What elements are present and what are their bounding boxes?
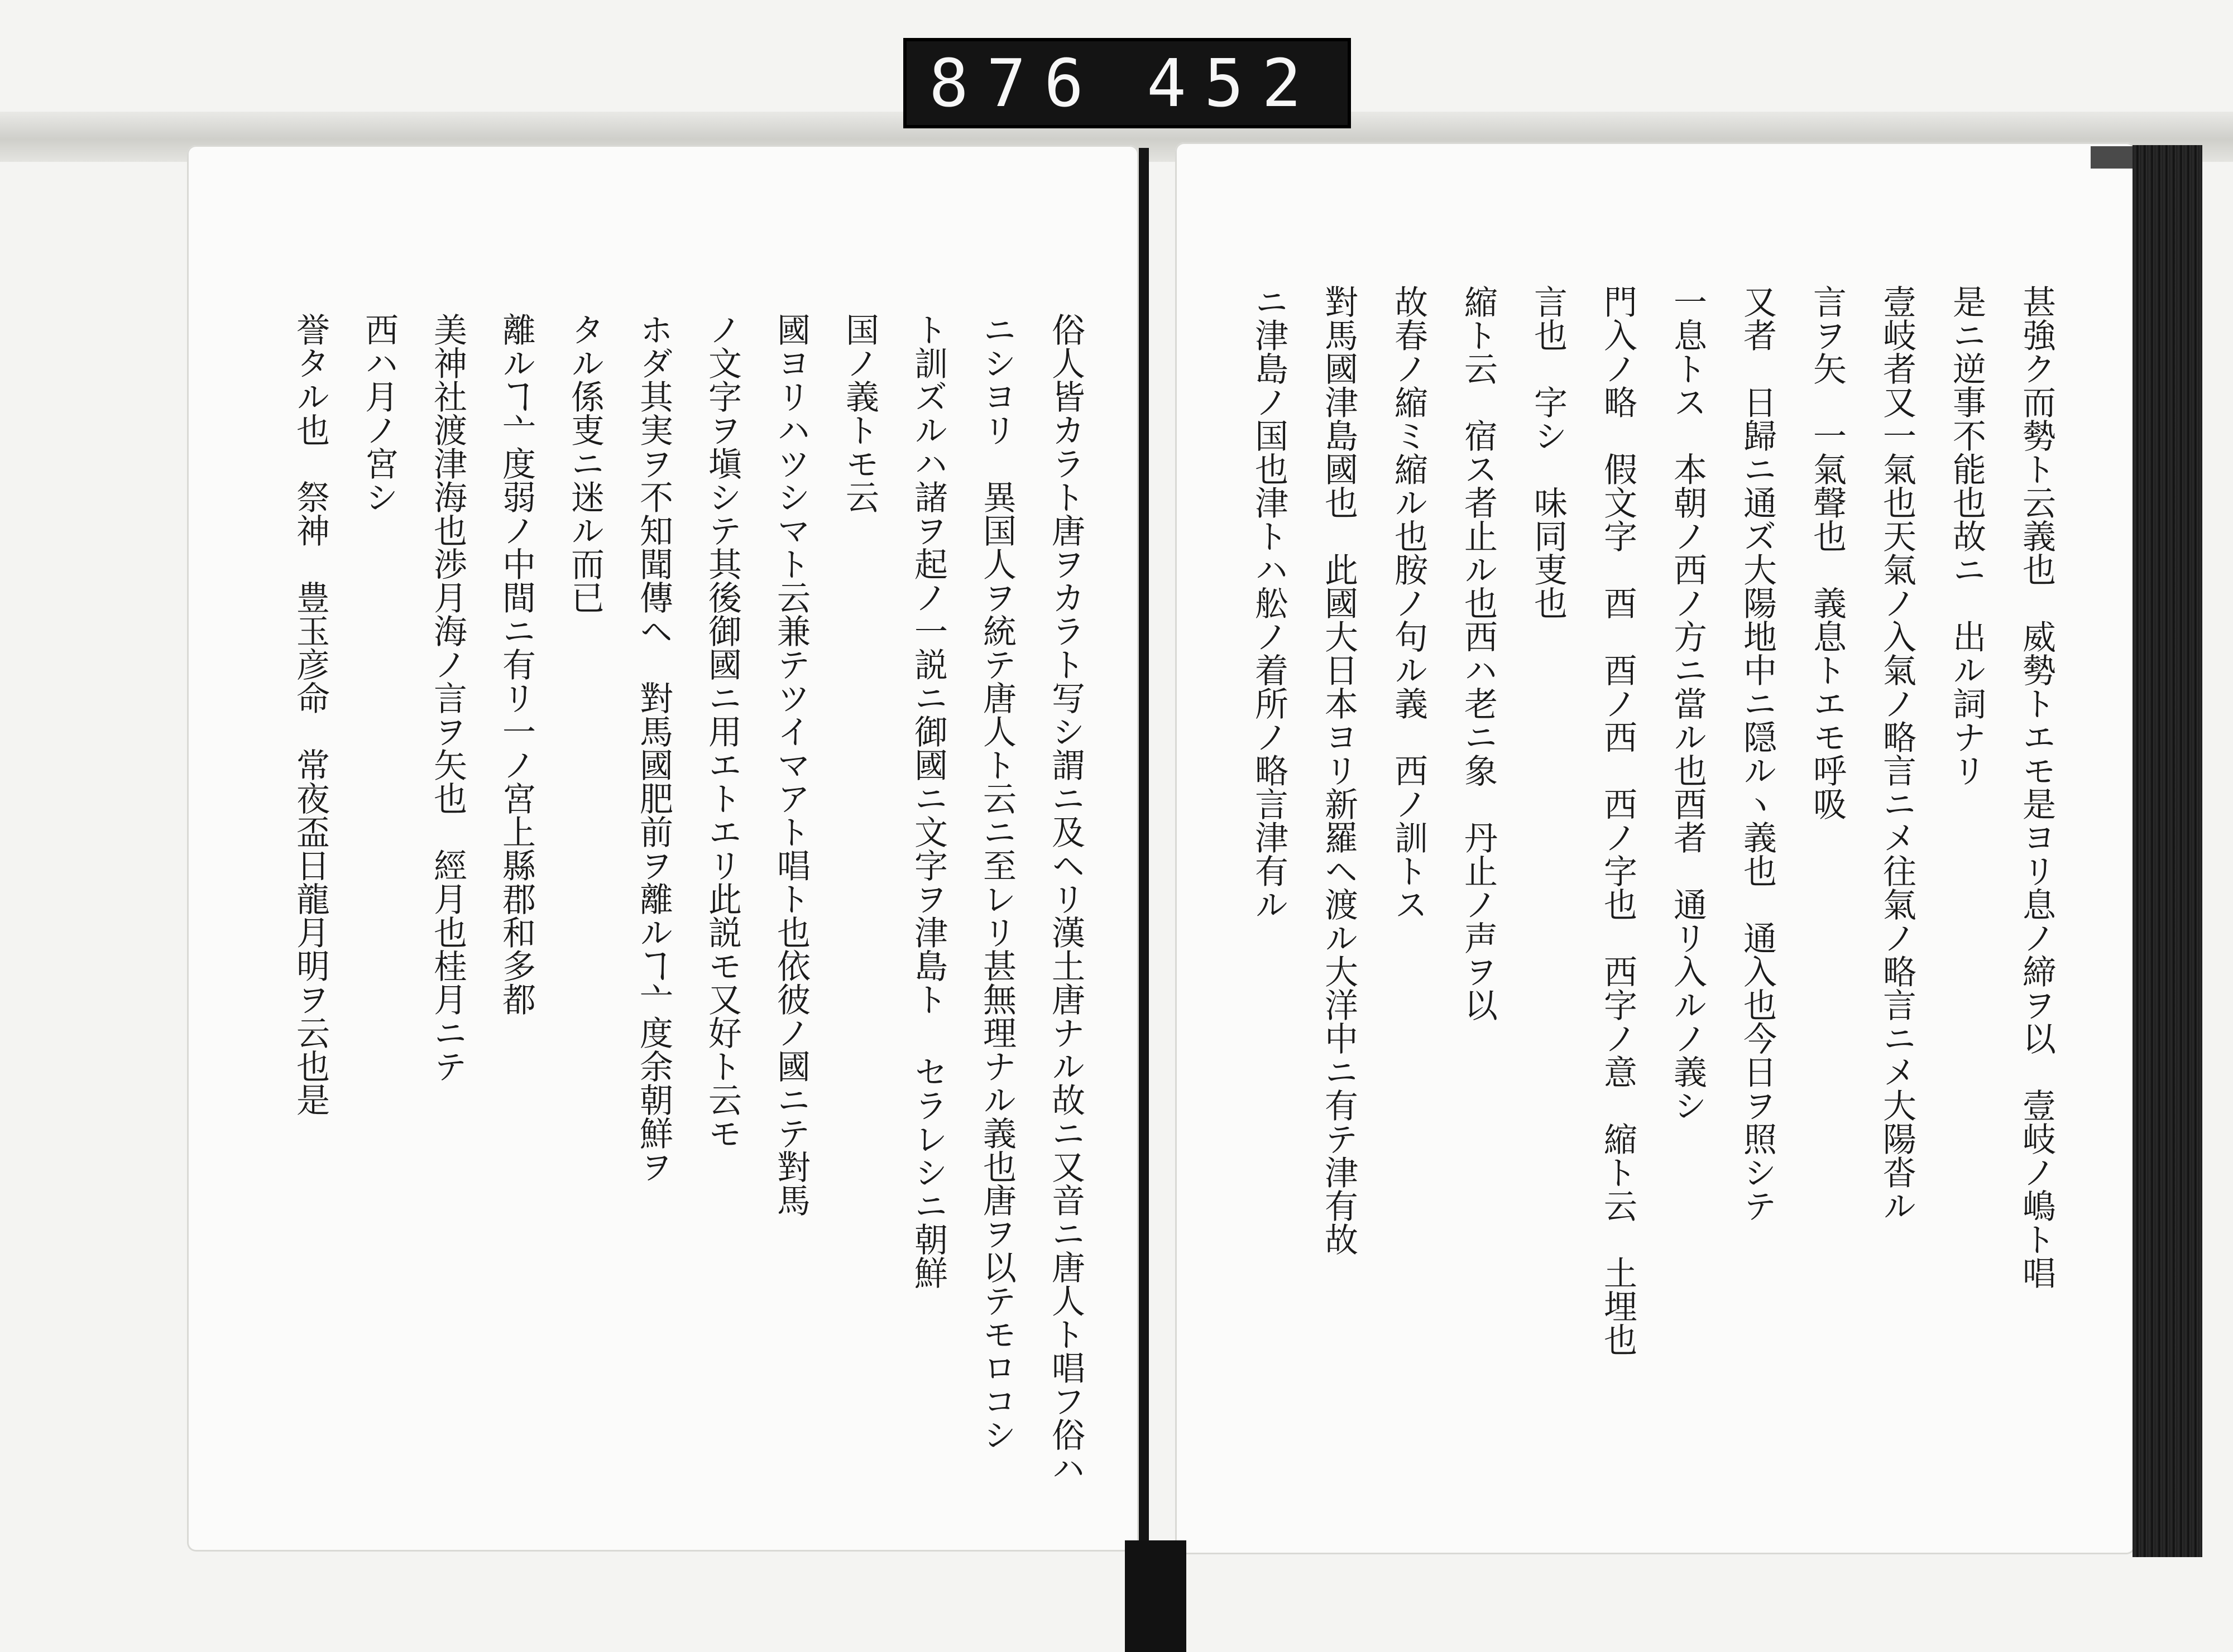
frame-number-right: 452 <box>1147 45 1320 122</box>
frame-number-left: 876 <box>929 45 1102 122</box>
book-spine-clip <box>1125 1540 1186 1652</box>
book-gutter <box>1139 148 1149 1543</box>
right-page-text: 甚強ク而勢ト云義也 威勢トエモ是ヨリ息ノ締ヲ以 壹岐ノ嶋ト唱 是ニ逆事不能也故ニ 出ル詞ナリ 壹岐者又一氣也天氣ノ入氣ノ略言ニメ往氣ノ略言ニメ大陽沓ル 言ヲ矢 一氣聲也 義息トエモ呼吸 又者 日歸ニ通ズ大陽地中ニ隠ルヽ義也 通入也今日ヲ照シテ 一息トス 本朝ノ西ノ方ニ當ル也酉者 通リ入ルノ義シ 門入ノ略 假文字 酉 酉ノ西 西ノ字也 西字ノ意 縮ト云 土埋也 言也 字シ 味同叓也 縮ト云 宿ス者止ル也西ハ老ニ象 丹止ノ声ヲ以 故春ノ縮ミ縮ル也胺ノ句ル義 西ノ訓トス 對馬國津島國也 此國大日本ヨリ新羅ヘ渡ル大洋中ニ有テ津有故 ニ津島ノ国也津トハ舩ノ着所ノ略言津有ル <box>1249 285 2056 1356</box>
page-fore-edge <box>2133 145 2202 1557</box>
frame-number-label <box>903 38 1351 128</box>
left-page-text: 俗人皆カラト唐ヲカラト写シ謂ニ及ヘリ漢土唐ナル故ニ又音ニ唐人ト唱フ俗ハ ニシヨリ 異国人ヲ統テ唐人ト云ニ至レリ甚無理ナル義也唐ヲ以テモロコシ ト訓ズルハ諸ヲ起ノ一説ニ御國ニ文字ヲ津島ト セラレシニ朝鮮 国ノ義トモ云 國ヨリハツシマト云兼テツイマアト唱ト也依彼ノ國ニテ對馬 ノ文字ヲ塡シテ其後御國ニ用エトエリ此説モ又好ト云モ ホダ其実ヲ不知聞傳ヘ 對馬國肥前ヲ離ルヿ亠度余朝鮮ヲ タル係叓ニ迷ル而已 離ルヿ亠度弱ノ中間ニ有リ一ノ宮上縣郡和多都 美神社渡津海也渉月海ノ言ヲ矢也 經月也桂月ニテ 西ハ月ノ宮シ 誉タル也 祭神 豊玉彦命 常夜盃日龍月明ヲ云也是 <box>291 313 1085 1485</box>
